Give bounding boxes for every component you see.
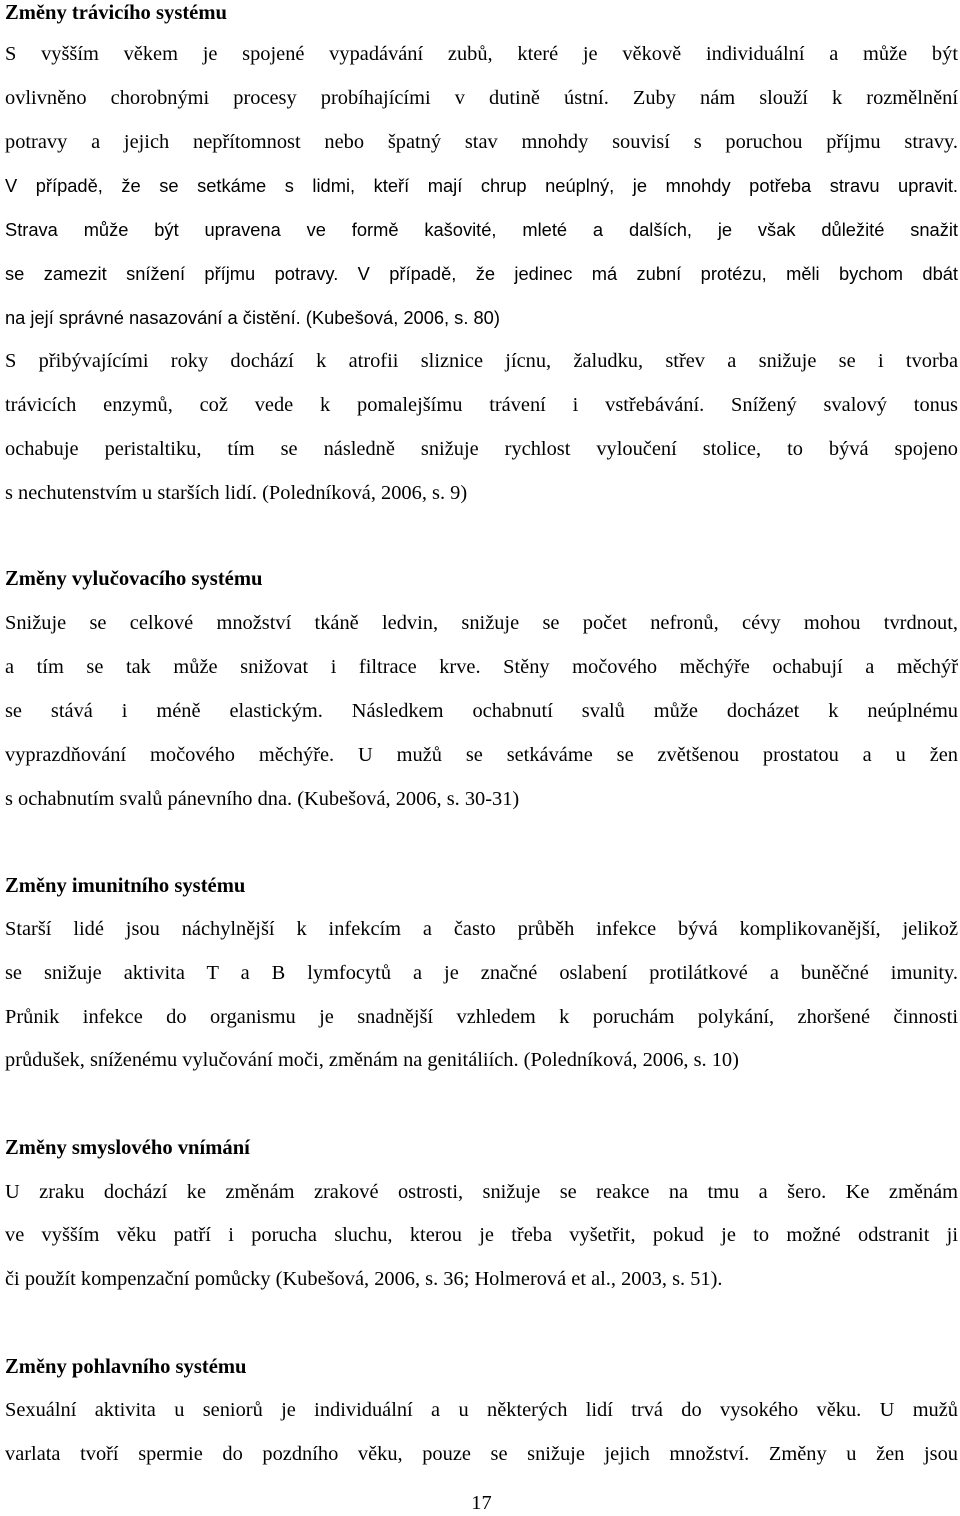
text-line: a tím se tak může snižovat i filtrace krve. Stěny močového měchýře ochabují a měchýř — [5, 656, 958, 678]
page-number: 17 — [471, 1492, 492, 1514]
text-line: Snižuje se celkové množství tkáně ledvin, snižuje se počet nefronů, cévy mohou tvrdnout, — [5, 612, 958, 634]
text-line: či použít kompenzační pomůcky (Kubešová, 2006, s. 36; Holmerová et al., 2003, s. 51). — [5, 1268, 723, 1290]
text-line: Starší lidé jsou náchylnější k infekcím a často průběh infekce bývá komplikovanější, jelikož — [5, 918, 958, 940]
text-line: ve vyšším věku patří i porucha sluchu, kterou je třeba vyšetřit, pokud je to možné odstranit ji — [5, 1224, 958, 1246]
text-line: S přibývajícími roky dochází k atrofii sliznice jícnu, žaludku, střev a snižuje se i tvorba — [5, 350, 958, 372]
section-heading: Změny smyslového vnímání — [5, 1137, 250, 1159]
document-page — [5, 0, 958, 1515]
text-line: V případě, že se setkáme s lidmi, kteří mají chrup neúplný, je mnohdy potřeba stravu upravit. — [5, 175, 958, 196]
text-line: S vyšším věkem je spojené vypadávání zubů, které je věkově individuální a může být — [5, 43, 958, 65]
text-line: trávicích enzymů, což vede k pomalejšímu trávení i vstřebávání. Snížený svalový tonus — [5, 394, 958, 416]
text-line: se stává i méně elastickým. Následkem ochabnutí svalů může docházet k neúplnému — [5, 700, 958, 722]
section-heading: Změny vylučovacího systému — [5, 568, 263, 590]
text-line: Průnik infekce do organismu je snadnější vzhledem k poruchám polykání, zhoršené činnosti — [5, 1006, 958, 1028]
text-line: se snižuje aktivita T a B lymfocytů a je značné oslabení protilátkové a buněčné imunity. — [5, 962, 958, 984]
text-line: ovlivněno chorobnými procesy probíhajícími v dutině ústní. Zuby nám slouží k rozmělnění — [5, 87, 958, 109]
text-line: na její správné nasazování a čistění. (Kubešová, 2006, s. 80) — [5, 307, 500, 328]
text-line: ochabuje peristaltiku, tím se následně snižuje rychlost vyloučení stolice, to bývá spojeno — [5, 438, 958, 460]
text-line: s nechutenstvím u starších lidí. (Poledníková, 2006, s. 9) — [5, 482, 468, 504]
section-heading: Změny imunitního systému — [5, 875, 246, 897]
text-line: potravy a jejich nepřítomnost nebo špatný stav mnohdy souvisí s poruchou příjmu stravy. — [5, 131, 958, 153]
text-line: se zamezit snížení příjmu potravy. V případě, že jedinec má zubní protézu, měli bychom dbát — [5, 263, 958, 284]
section-heading: Změny trávicího systému — [5, 2, 227, 24]
text-line: Sexuální aktivita u seniorů je individuální a u některých lidí trvá do vysokého věku. U mužů — [5, 1399, 958, 1421]
text-line: vyprazdňování močového měchýře. U mužů se setkáváme se zvětšenou prostatou a u žen — [5, 744, 958, 766]
text-line: U zraku dochází ke změnám zrakové ostrosti, snižuje se reakce na tmu a šero. Ke změnám — [5, 1181, 958, 1203]
text-line: varlata tvoří spermie do pozdního věku, pouze se snižuje jejich množství. Změny u žen jsou — [5, 1443, 958, 1465]
section-heading: Změny pohlavního systému — [5, 1356, 247, 1378]
text-line: průdušek, sníženému vylučování moči, změnám na genitáliích. (Poledníková, 2006, s. 10) — [5, 1049, 739, 1071]
text-line: s ochabnutím svalů pánevního dna. (Kubešová, 2006, s. 30-31) — [5, 788, 520, 810]
text-line: Strava může být upravena ve formě kašovité, mleté a dalších, je však důležité snažit — [5, 219, 958, 240]
